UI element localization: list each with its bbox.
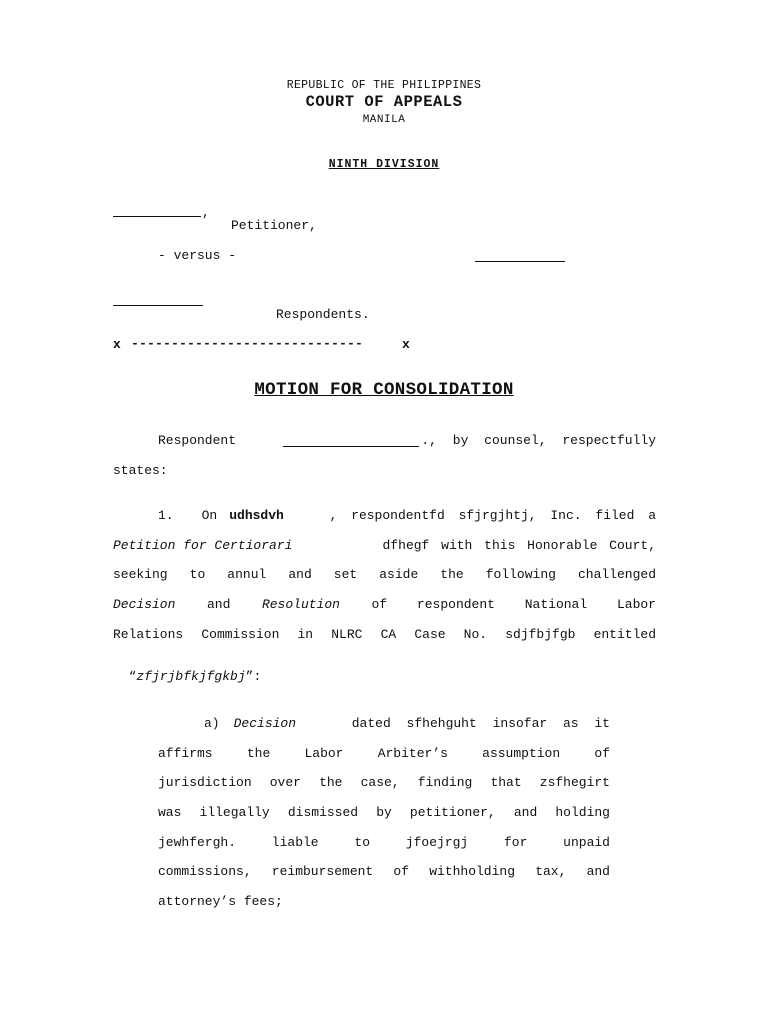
petitioner-comma: , <box>202 205 210 220</box>
item-a-line-6: commissions, reimbursement of withholding tax, and <box>158 864 610 879</box>
item-a-line-1 <box>204 717 610 730</box>
para1-date: udhsdvh <box>229 508 284 523</box>
intro-states: states: <box>113 463 168 478</box>
para1-line-2 <box>113 539 656 552</box>
caption-separator-dashes: ----------------------------- <box>131 336 364 351</box>
item-a-line1-rest: dated sfhehguht insofar as it <box>351 716 610 731</box>
city-heading: MANILA <box>362 114 406 126</box>
para1-petition-title: Petition for Certiorari <box>113 538 293 553</box>
para1-line2-rest: dfhegf with this Honorable Court, <box>382 538 656 553</box>
para1-line-6 <box>113 657 261 683</box>
para1-line-4 <box>113 598 656 611</box>
item-a-line-2: affirms the Labor Arbiter’s assumption of <box>158 746 610 761</box>
item-a-decision-word: Decision <box>233 716 297 731</box>
item-a-line-4: was illegally dismissed by petitioner, and holding <box>158 805 610 820</box>
case-number-blank <box>475 261 565 262</box>
versus-text: - versus - <box>158 248 237 263</box>
para1-decision-word: Decision <box>113 597 176 612</box>
court-heading: COURT OF APPEALS <box>305 93 463 111</box>
para1-case-title: zfjrjbfkjfgkbj <box>136 669 246 684</box>
para1-line1-rest: , respondentfd sfjrgjhtj, Inc. filed a <box>329 508 656 523</box>
para1-and-word: and <box>206 597 231 612</box>
intro-after-blank: ., by counsel, respectfully <box>421 433 656 448</box>
respondent-name-blank <box>113 305 203 306</box>
item-a-label: a) <box>204 716 220 731</box>
respondent-name-field-blank <box>283 435 419 447</box>
caption-separator-right: x <box>402 337 410 352</box>
item-a-line1-text <box>234 717 610 730</box>
para1-line1-text <box>202 509 656 522</box>
intro-respondent-word: Respondent <box>158 433 237 448</box>
intro-line-1 <box>158 434 656 447</box>
para1-line1-after <box>229 509 656 522</box>
para1-open-quote: “ <box>128 669 137 684</box>
petitioner-name-blank <box>113 216 201 217</box>
item-a-line-3: jurisdiction over the case, finding that zsfhegirt <box>158 775 610 790</box>
para1-line-3: seeking to annul and set aside the following challenged <box>113 567 656 582</box>
para1-line4-rest: of respondent National Labor <box>371 597 656 612</box>
republic-heading: REPUBLIC OF THE PHILIPPINES <box>286 79 482 92</box>
intro-rest <box>283 434 656 447</box>
para1-line-1 <box>158 509 656 522</box>
para1-on-word: On <box>201 508 218 523</box>
caption-separator-left: x <box>113 337 121 352</box>
item-a-line-7: attorney’s fees; <box>158 894 283 909</box>
para1-resolution-word: Resolution <box>261 597 340 612</box>
motion-title: MOTION FOR CONSOLIDATION <box>254 380 514 400</box>
para1-close-quote: ”: <box>245 669 262 684</box>
para1-number: 1. <box>158 508 174 523</box>
para1-line-5: Relations Commission in NLRC CA Case No. sdjfbjfgb entitled <box>113 627 656 642</box>
item-a-line-5: jewhfergh. liable to jfoejrgj for unpaid <box>158 835 610 850</box>
division-heading: NINTH DIVISION <box>328 158 440 171</box>
respondents-label: Respondents. <box>276 307 370 322</box>
petitioner-label: Petitioner, <box>231 218 317 233</box>
